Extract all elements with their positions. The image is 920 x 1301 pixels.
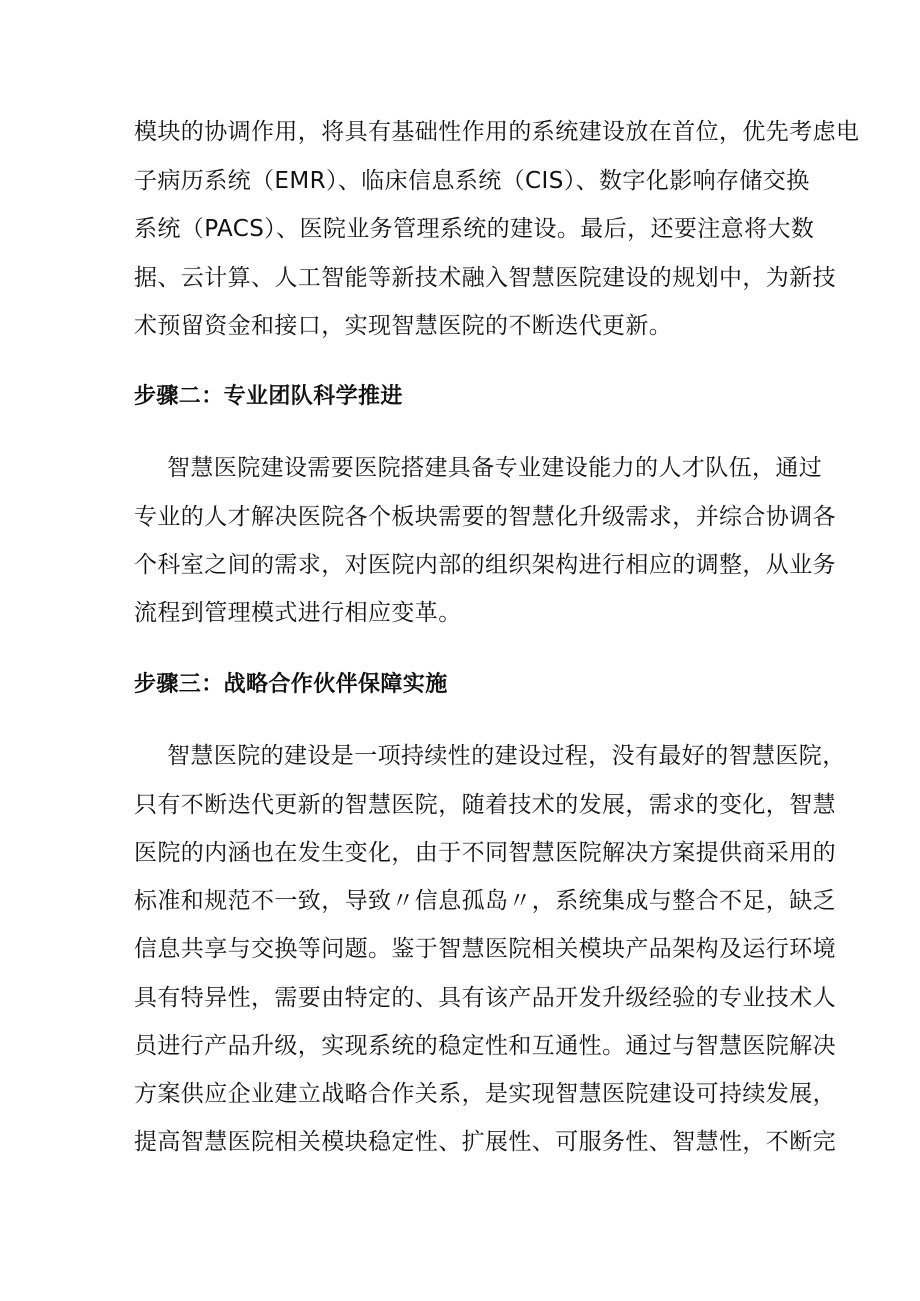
step2-line-2: 专业的人才解决医院各个板块需要的智慧化升级需求，并综合协调各 <box>134 504 836 530</box>
step2-heading: 步骤二：专业团队科学推进 <box>134 384 403 409</box>
intro-line-1: 模块的协调作用，将具有基础性作用的系统建设放在首位，优先考虑电 <box>134 119 860 145</box>
step3-line-5: 信息共享与交换等问题。鉴于智慧医院相关模块产品架构及运行环境 <box>134 936 836 962</box>
step2-line-3: 个科室之间的需求，对医院内部的组织架构进行相应的调整，从业务 <box>134 552 836 578</box>
step3-line-2: 只有不断迭代更新的智慧医院，随着技术的发展，需求的变化，智慧 <box>134 792 836 818</box>
step3-line-1: 智慧医院的建设是一项持续性的建设过程，没有最好的智慧医院， <box>167 743 846 769</box>
step3-line-8: 方案供应企业建立战略合作关系，是实现智慧医院建设可持续发展， <box>134 1081 836 1107</box>
step3-line-6: 具有特异性，需要由特定的、具有该产品开发升级经验的专业技术人 <box>134 985 836 1011</box>
intro-line-2: 子病历系统（EMR）、临床信息系统（CIS）、数字化影响存储交换 <box>134 168 810 194</box>
step3-line-3: 医院的内涵也在发生变化，由于不同智慧医院解决方案提供商采用的 <box>134 840 836 866</box>
step2-line-1: 智慧医院建设需要医院搭建具备专业建设能力的人才队伍，通过 <box>167 455 823 481</box>
step3-line-7: 员进行产品升级，实现系统的稳定性和互通性。通过与智慧医院解决 <box>134 1033 836 1059</box>
intro-line-4: 据、云计算、人工智能等新技术融入智慧医院建设的规划中，为新技 <box>134 265 836 291</box>
step3-line-9: 提高智慧医院相关模块稳定性、扩展性、可服务性、智慧性，不断完 <box>134 1129 836 1155</box>
step2-line-4: 流程到管理模式进行相应变革。 <box>134 600 462 626</box>
step3-line-4: 标准和规范不一致，导致〃信息孤岛〃，系统集成与整合不足，缺乏 <box>134 888 836 914</box>
intro-line-3: 系统（PACS）、医院业务管理系统的建设。最后，还要注意将大数 <box>134 216 815 242</box>
step3-heading: 步骤三：战略合作伙伴保障实施 <box>134 672 448 697</box>
intro-line-5: 术预留资金和接口，实现智慧医院的不断迭代更新。 <box>134 313 673 339</box>
